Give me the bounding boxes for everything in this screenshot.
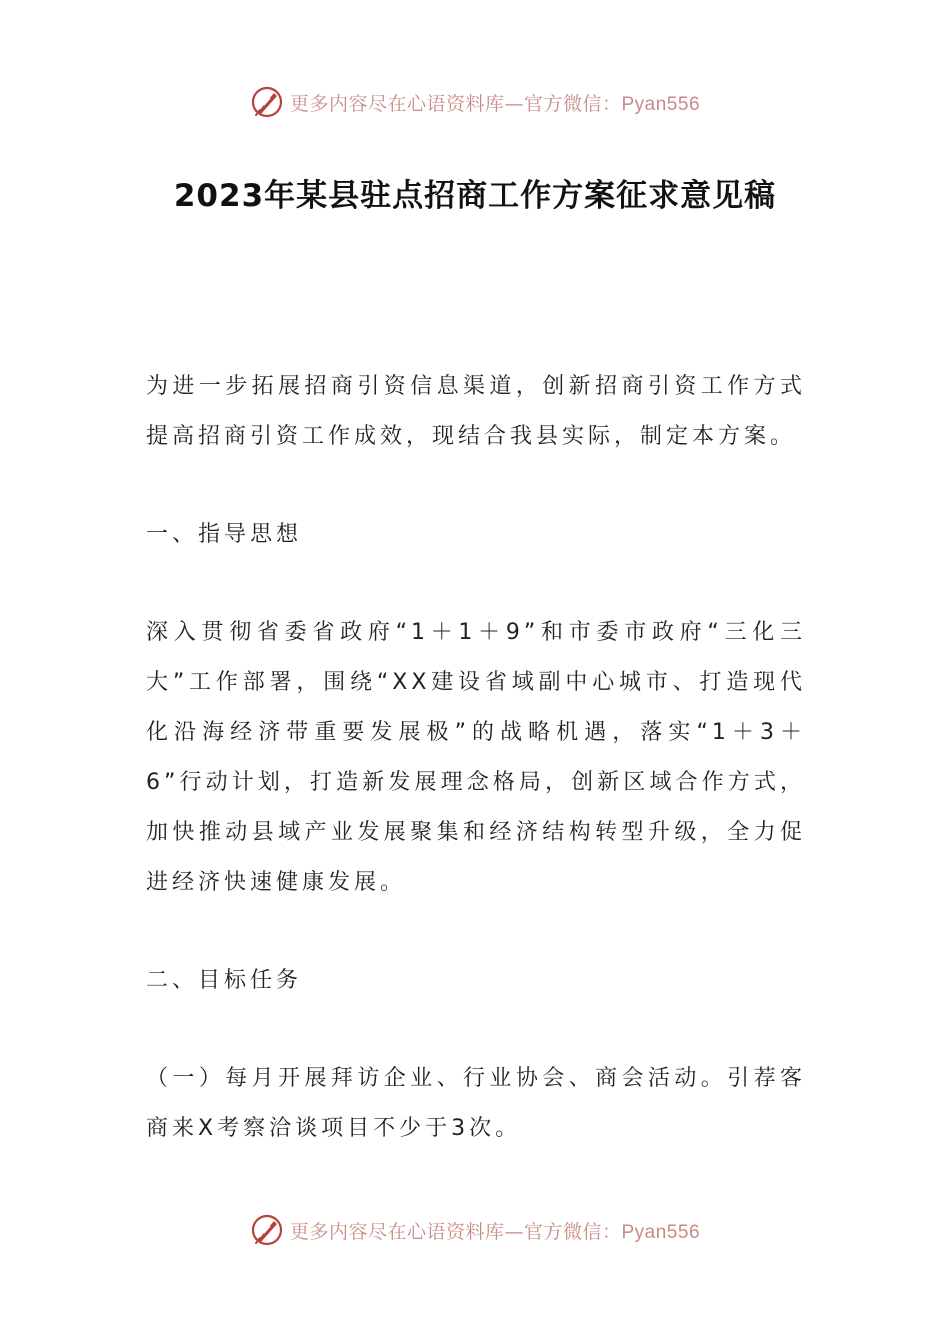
task-item-1-paragraph: （一）每月开展拜访企业、行业协会、商会活动。引荐客商来X考察洽谈项目不少于3次。 xyxy=(146,1066,806,1141)
intro-paragraph: 为进一步拓展招商引资信息渠道，创新招商引资工作方式提高招商引资工作成效，现结合我县实际，制定本方案。 xyxy=(146,374,806,449)
document-title: 2023年某县驻点招商工作方案征求意见稿 xyxy=(173,178,777,214)
watermark-text xyxy=(290,1217,700,1244)
quill-pen-logo-icon xyxy=(250,1213,284,1247)
watermark-handle: Pyan556 xyxy=(621,93,701,115)
guiding-ideology-paragraph: 深入贯彻省委省政府“1＋1＋9”和市委市政府“三化三大”工作部署，围绕“XX建设省域副中心城市、打造现代化沿海经济带重要发展极”的战略机遇，落实“1＋3＋6”行动计划，打造新发展理念格局，创新区域合作方式，加快推动县域产业发展聚集和经济结构转型升级，全力促进经济快速健康发展。 xyxy=(146,620,806,895)
header-watermark xyxy=(0,82,950,122)
watermark-label: 更多内容尽在心语资料库—官方微信： xyxy=(289,1220,622,1243)
watermark-text xyxy=(290,89,700,116)
section-heading-goals-tasks: 二、目标任务 xyxy=(146,968,303,993)
section-heading-guiding-ideology: 一、指导思想 xyxy=(146,522,303,547)
quill-pen-logo-icon xyxy=(250,85,284,119)
document-body xyxy=(146,362,806,1154)
watermark-handle: Pyan556 xyxy=(621,1221,701,1243)
footer-watermark xyxy=(0,1210,950,1250)
watermark-label: 更多内容尽在心语资料库—官方微信： xyxy=(289,92,622,115)
